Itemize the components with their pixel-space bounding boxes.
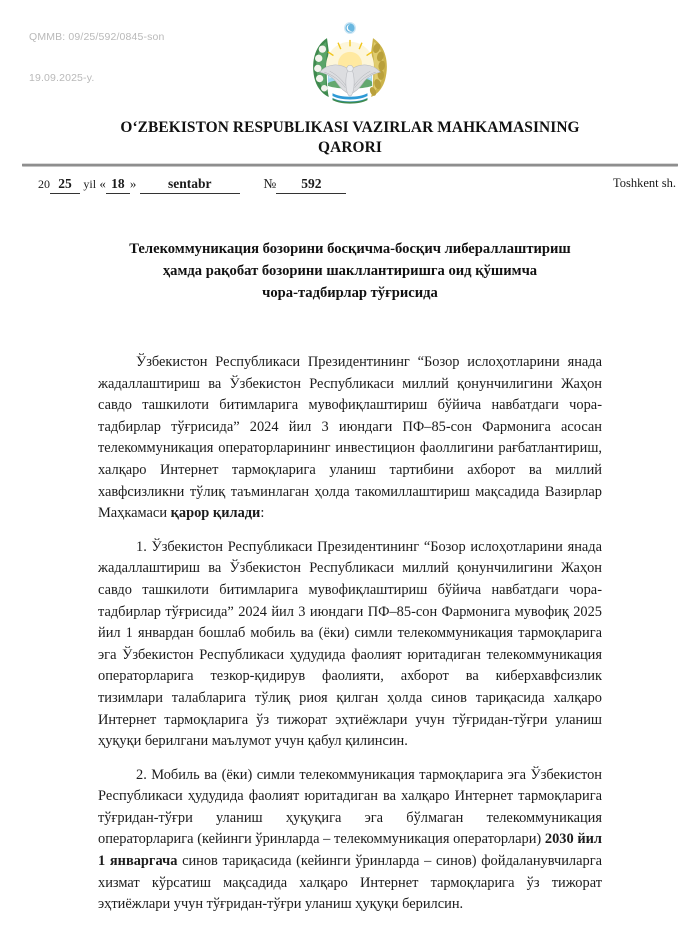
item-2-text-1: 2. Мобиль ва (ёки) симли телекоммуникация тармоқларига эга Ўзбекистон Республикаси ҳудудида фаолият юритадиган ва халқаро Интернет тармоқларига тўғридан-тўғри уланиш ҳуқуқига эга бўлмаган телекоммуникация операторларига (кейинги ўринларда – телекоммуникация операторлари) xyxy=(98,766,602,848)
date-and-number xyxy=(38,174,346,194)
title-divider xyxy=(22,163,678,167)
registration-number: QMMB: 09/25/592/0845-son xyxy=(29,31,165,43)
paragraph-item-1: 1. Ўзбекистон Республикаси Президентининг “Бозор ислоҳотларини янада жадаллаштириш ва Ўзбекистон Республикаси миллий қонунчилигини Жаҳон савдо ташкилоти битимларига мувофиқлаштириш бўйича навбатдаги чора-тадбирлар тўғрисида” 2024 йил 3 июндаги ПФ–85-сон Фармонига мувофиқ 2025 йил 1 январдан бошлаб мобиль ва (ёки) симли телекоммуникация тармоқларига эга Ўзбекистон Республикаси ҳудудида фаолият юритадиган телекоммуникация операторларига тезкор-қидирув фаолияти, ахборот ва киберхавфсизлик тизимлари талабларига тўлиқ риоя қилган ҳолда синов тариқасида халқаро Интернет тармоқларига ўз тижорат эҳтиёжлари учун тўғридан-тўғри уланиш ҳуқуқи берилгани маълумот учун қабул қилинсин. xyxy=(98,538,602,750)
subject-line-1: Телекоммуникация бозорини босқичма-босқич либераллаштириш xyxy=(129,241,571,257)
number-sign: № xyxy=(263,176,277,191)
emblem-container xyxy=(0,16,700,108)
title-line-1: O‘ZBEKISTON RESPUBLIKASI VAZIRLAR MAHKAMASINING xyxy=(120,119,580,136)
preamble-text-2: : xyxy=(260,505,265,522)
page-title xyxy=(50,118,650,158)
paragraph-item-2 xyxy=(98,765,602,916)
year-word: yil xyxy=(83,177,97,191)
document-body xyxy=(98,352,602,916)
year-prefix: 20 xyxy=(38,177,50,191)
eight-pointed-star xyxy=(344,22,356,34)
preamble-emphasis: қарор қилади xyxy=(170,505,261,522)
paragraph-preamble xyxy=(98,352,602,525)
document-number: 592 xyxy=(276,176,346,194)
subject-line-3: чора-тадбирлар тўғрисида xyxy=(262,285,438,301)
document-subject xyxy=(100,238,600,304)
city-label: Toshkent sh. xyxy=(612,176,676,190)
year-value: 25 xyxy=(50,176,80,194)
document-meta-line xyxy=(0,174,700,198)
uzbekistan-state-emblem-icon xyxy=(304,16,396,108)
title-line-2: QARORI xyxy=(318,139,382,156)
item-2-deadline: 2030 йил 1 январгача xyxy=(98,831,602,870)
quote-close: » xyxy=(129,176,137,191)
quote-open: « xyxy=(99,176,106,191)
preamble-text-1: Ўзбекистон Республикаси Президентининг “Бозор ислоҳотларини янада жадаллаштириш ва Ўзбекистон Республикаси миллий қонунчилигини Жаҳон савдо ташкилоти битимларига мувофиқлаштириш бўйича навбатдаги чора-тадбирлар тўғрисида” 2024 йил 3 июндаги ПФ–85-сон Фармонига асосан телекоммуникация операторларининг инвестицион фаоллигини рағбатлантириш, халқаро Интернет тармоқларига уланиш тартибини ахборот ва миллий хавфсизликни тўлиқ таъминлаган ҳолда такомиллаштириш мақсадида Вазирлар Маҳкамаси xyxy=(98,354,602,522)
subject-line-2: ҳамда рақобат бозорини шакллантиришга оид қўшимча xyxy=(162,263,538,279)
day-value: 18 xyxy=(106,176,130,194)
month-value: sentabr xyxy=(140,176,240,194)
registration-date: 19.09.2025-y. xyxy=(29,71,95,84)
item-2-text-2: синов тариқасида (кейинги ўринларда – синов) фойдаланувчиларга хизмат кўрсатиш мақсадида халқаро Интернет тармоқларига ўз тижорат эҳтиёжлари учун тўғридан-тўғри уланиш ҳуқуқи берилсин. xyxy=(98,853,602,913)
